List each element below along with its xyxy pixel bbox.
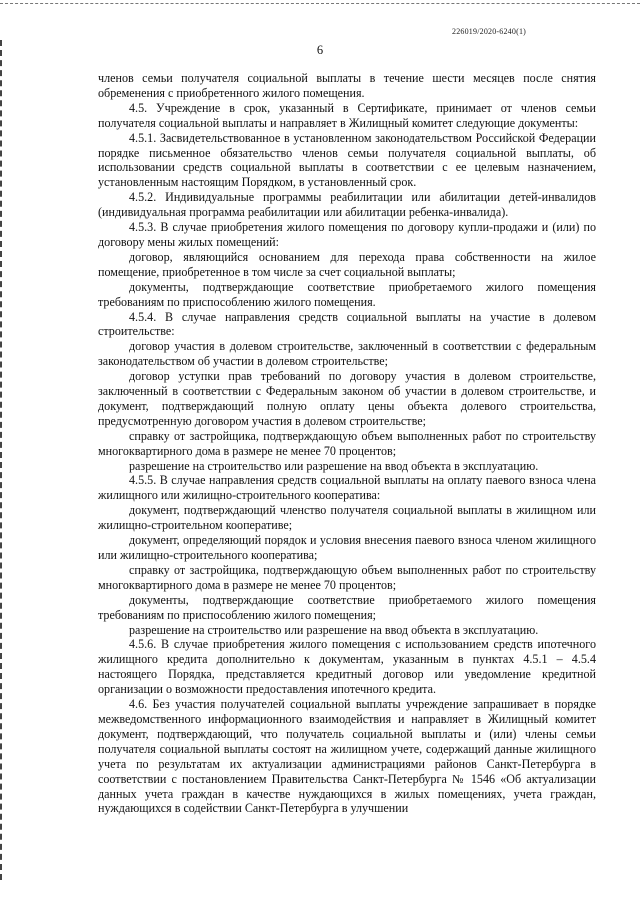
paragraph: 4.5.5. В случае направления средств социальной выплаты на оплату паевого взноса члена жилищного или жилищно-строительного кооператива: [98, 473, 596, 503]
paragraph: договор уступки прав требований по договору участия в долевом строительстве, заключенный в соответствии с Федеральным законом об участии в долевом строительстве, и документ, подтверждающий полную оплату цены объекта долевого строительства, предусмотренную договором участия в долевом строительстве; [98, 369, 596, 428]
paragraph: 4.5. Учреждение в срок, указанный в Сертификате, принимает от членов семьи получателя социальной выплаты и направляет в Жилищный комитет следующие документы: [98, 100, 596, 130]
paragraph: документы, подтверждающие соответствие приобретаемого жилого помещения требованиям по приспособлению жилого помещения; [98, 592, 596, 622]
paragraph: 4.5.1. Засвидетельствованное в установленном законодательством Российской Федерации порядке письменное обязательство членов семьи получателя социальной выплаты, об использовании средств социальной выплаты в соответствии с ее целевым назначением, установленным настоящим Порядком, в установленный срок. [98, 130, 596, 190]
paragraph: договор, являющийся основанием для перехода права собственности на жилое помещение, приобретенное в том числе за счет социальной выплаты; [98, 249, 596, 279]
paragraph: 4.5.2. Индивидуальные программы реабилитации или абилитации детей-инвалидов (индивидуальная программа реабилитации или абилитации ребенка-инвалида). [98, 190, 596, 220]
page-number: 6 [316, 43, 324, 57]
paragraph: документ, определяющий порядок и условия внесения паевого взноса членом жилищного или жилищно-строительного кооператива; [98, 533, 596, 562]
paragraph: 4.6. Без участия получателей социальной выплаты учреждение запрашивает в порядке межведомственного информационного взаимодействия и направляет в Жилищный комитет документ, подтверждающий, что получатель социальной выплаты и (или) члены семьи получателя социальной выплаты состоят на жилищном учете, содержащий данные жилищного учета по результатам их актуализации администрациями районов Санкт-Петербурга в соответствии с постановлением Правительства Санкт-Петербурга № 1546 «Об актуализации данных учета граждан в качестве нуждающихся в жилых помещениях, учета граждан, нуждающихся в содействии Санкт-Петербурга в улучшении [98, 697, 596, 816]
paragraph: 4.5.4. В случае направления средств социальной выплаты на участие в долевом строительстве: [98, 309, 596, 339]
scan-edge-top [0, 3, 640, 5]
paragraph: 4.5.3. В случае приобретения жилого помещения по договору купли-продажи и (или) по договору мены жилых помещений: [98, 220, 596, 249]
paragraph: членов семьи получателя социальной выплаты в течение шести месяцев после снятия обременения с приобретенного жилого помещения. [98, 71, 596, 100]
document-id: 226019/2020-6240(1) [452, 27, 527, 36]
paragraph: договор участия в долевом строительстве, заключенный в соответствии с федеральным законодательством об участии в долевом строительстве; [98, 339, 596, 369]
paragraph: разрешение на строительство или разрешение на ввод объекта в эксплуатацию. [129, 622, 539, 637]
scan-edge-left [0, 40, 6, 880]
paragraph: справку от застройщика, подтверждающую объем выполненных работ по строительству многоквартирного дома в размере не менее 70 процентов; [98, 562, 596, 592]
paragraph: 4.5.6. В случае приобретения жилого помещения с использованием средств ипотечного жилищного кредита дополнительно к документам, указанным в пунктах 4.5.1 – 4.5.4 настоящего Порядка, представляется кредитный договор или уведомление кредитной организации о возможности предоставления ипотечного кредита. [98, 637, 596, 697]
paragraph: разрешение на строительство или разрешение на ввод объекта в эксплуатацию. [129, 458, 539, 473]
paragraph: справку от застройщика, подтверждающую объем выполненных работ по строительству многоквартирного дома в размере не менее 70 процентов; [98, 428, 596, 458]
paragraph: документы, подтверждающие соответствие приобретаемого жилого помещения требованиям по приспособлению жилого помещения. [98, 279, 596, 309]
document-body [98, 71, 596, 816]
paragraph: документ, подтверждающий членство получателя социальной выплаты в жилищном или жилищно-строительном кооперативе; [98, 503, 596, 533]
